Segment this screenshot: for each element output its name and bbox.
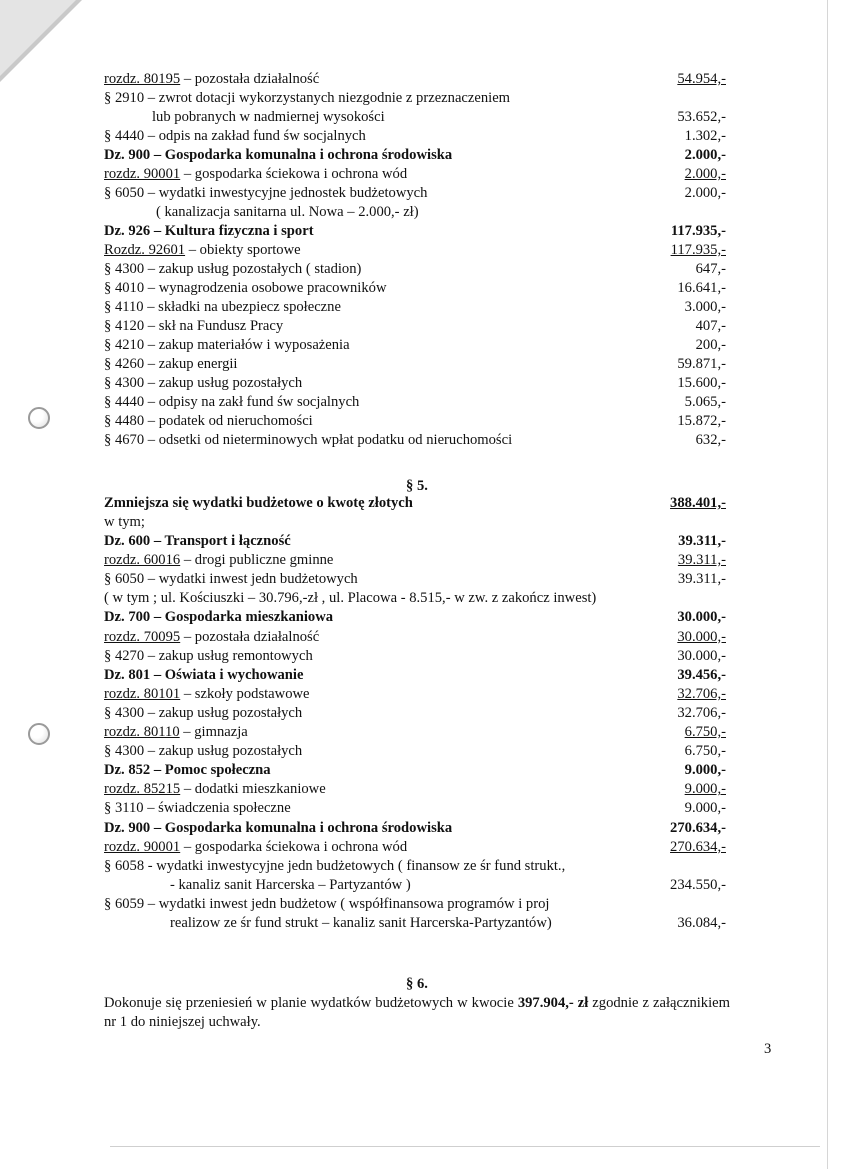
paragraph-row bbox=[104, 857, 726, 876]
division-row bbox=[104, 819, 726, 838]
row-text: – drogi publiczne gminne bbox=[180, 552, 334, 569]
chapter-row bbox=[104, 70, 726, 89]
division-row bbox=[104, 666, 726, 685]
row-amount: 234.550,- bbox=[670, 876, 726, 893]
row-amount: 15.600,- bbox=[677, 375, 726, 391]
row-amount: 5.065,- bbox=[684, 394, 726, 410]
row-text: § 4270 – zakup usług remontowych bbox=[104, 647, 313, 664]
folded-corner-shade bbox=[0, 0, 76, 76]
row-label bbox=[104, 241, 301, 260]
row-text: realizow ze śr fund strukt – kanaliz sanit Harcerska-Partyzantów) bbox=[170, 915, 552, 931]
row-label bbox=[104, 431, 512, 450]
row-amount: 39.311,- bbox=[677, 552, 726, 569]
row-amount: 32.706,- bbox=[677, 704, 726, 721]
row-label bbox=[104, 761, 271, 780]
paragraph-row bbox=[104, 279, 726, 298]
row-label bbox=[104, 628, 319, 647]
row-text: – pozostała działalność bbox=[180, 71, 320, 87]
section-5-total-row bbox=[104, 494, 726, 513]
row-text: § 4260 – zakup energii bbox=[104, 356, 238, 372]
chapter-code: rozdz. 80101 bbox=[104, 685, 181, 702]
division-row bbox=[104, 146, 726, 165]
row-text: – pozostała działalność bbox=[180, 628, 320, 645]
paragraph-row bbox=[104, 374, 726, 393]
page-right-edge bbox=[827, 0, 828, 1169]
section-6-amount: 397.904,- zł bbox=[517, 995, 589, 1011]
row-amount: 632,- bbox=[695, 432, 726, 448]
row-text: § 6050 – wydatki inwest jedn budżetowych bbox=[104, 571, 358, 588]
row-label bbox=[104, 298, 341, 317]
paragraph-row bbox=[104, 412, 726, 431]
row-text: ( kanalizacja sanitarna ul. Nowa – 2.000,- zł) bbox=[156, 204, 419, 220]
division-row bbox=[104, 532, 726, 551]
row-text: Dz. 900 – Gospodarka komunalna i ochrona środowiska bbox=[104, 819, 453, 836]
row-text: Dz. 852 – Pomoc społeczna bbox=[104, 762, 271, 779]
paragraph-row bbox=[104, 570, 726, 589]
row-label bbox=[104, 146, 452, 165]
paragraph-row bbox=[104, 298, 726, 317]
row-label bbox=[104, 742, 302, 761]
chapter-row bbox=[104, 838, 726, 857]
row-label bbox=[104, 222, 314, 241]
row-text: Dz. 801 – Oświata i wychowanie bbox=[104, 666, 304, 683]
section-5-wtym: w tym; bbox=[104, 514, 145, 530]
paragraph-row bbox=[104, 260, 726, 279]
row-amount: 200,- bbox=[695, 337, 726, 353]
row-label bbox=[104, 895, 549, 914]
page-number: 3 bbox=[764, 1041, 772, 1057]
row-amount: 6.750,- bbox=[684, 724, 726, 740]
row-amount: 9.000,- bbox=[684, 781, 726, 798]
row-text: – gimnazja bbox=[179, 724, 248, 740]
row-label bbox=[104, 70, 319, 89]
row-amount: 30.000,- bbox=[677, 628, 726, 645]
row-text: § 4120 – skł na Fundusz Pracy bbox=[104, 318, 284, 334]
paragraph-row bbox=[104, 184, 726, 203]
row-text: § 4210 – zakup materiałów i wyposażenia bbox=[104, 337, 350, 353]
row-amount: 39.311,- bbox=[678, 533, 726, 549]
row-text: § 4010 – wynagrodzenia osobowe pracowników bbox=[104, 280, 387, 296]
row-text: – dodatki mieszkaniowe bbox=[180, 781, 326, 798]
row-label bbox=[104, 165, 407, 184]
paragraph-row bbox=[104, 704, 726, 723]
row-label bbox=[104, 127, 366, 146]
row-amount: 117.935,- bbox=[670, 242, 726, 258]
row-amount: 39.311,- bbox=[677, 571, 726, 588]
row-text: Dz. 700 – Gospodarka mieszkaniowa bbox=[104, 609, 334, 626]
row-amount: 117.935,- bbox=[670, 223, 726, 239]
row-label bbox=[104, 374, 302, 393]
row-label bbox=[104, 393, 359, 412]
row-text: § 4480 – podatek od nieruchomości bbox=[104, 413, 313, 429]
chapter-row bbox=[104, 241, 726, 260]
row-text: § 4110 – składki na ubezpiecz społeczne bbox=[104, 299, 341, 315]
chapter-code: rozdz. 85215 bbox=[104, 781, 181, 798]
row-label bbox=[170, 914, 552, 933]
row-label bbox=[104, 336, 350, 355]
paragraph-row bbox=[104, 317, 726, 336]
paragraph-row bbox=[104, 336, 726, 355]
row-label bbox=[104, 589, 596, 608]
chapter-code: Rozdz. 92601 bbox=[104, 242, 186, 258]
row-amount: 15.872,- bbox=[677, 413, 726, 429]
row-amount: 1.302,- bbox=[684, 128, 726, 144]
row-text: § 4440 – odpisy na zakł fund św socjalnych bbox=[104, 394, 360, 410]
row-amount: 647,- bbox=[695, 261, 726, 277]
row-text: – gospodarka ściekowa i ochrona wód bbox=[180, 838, 408, 855]
section-6-heading: § 6. bbox=[406, 976, 428, 992]
row-amount: 270.634,- bbox=[670, 819, 726, 836]
row-label bbox=[152, 108, 385, 127]
row-text: – szkoły podstawowe bbox=[180, 685, 310, 702]
row-text: Dz. 600 – Transport i łączność bbox=[104, 533, 291, 549]
paragraph-row bbox=[104, 914, 726, 933]
row-label bbox=[170, 876, 411, 895]
row-amount: 59.871,- bbox=[677, 356, 726, 372]
row-text: § 6058 - wydatki inwestycyjne jedn budżetowych ( finansow ze śr fund strukt., bbox=[104, 857, 566, 874]
division-row bbox=[104, 608, 726, 627]
row-amount: 270.634,- bbox=[670, 838, 726, 855]
chapter-row bbox=[104, 685, 726, 704]
row-text: § 4440 – odpis na zakład fund św socjalnych bbox=[104, 128, 366, 144]
row-text: – gospodarka ściekowa i ochrona wód bbox=[180, 166, 408, 182]
paragraph-row bbox=[104, 799, 726, 818]
row-label bbox=[104, 799, 291, 818]
row-text: Dz. 926 – Kultura fizyczna i sport bbox=[104, 223, 314, 239]
row-text: - kanaliz sanit Harcerska – Partyzantów ) bbox=[170, 876, 411, 893]
row-label bbox=[104, 780, 326, 799]
row-amount: 2.000,- bbox=[684, 166, 726, 182]
section-5-wtym-row bbox=[104, 513, 726, 532]
chapter-code: rozdz. 60016 bbox=[104, 552, 181, 569]
row-amount: 16.641,- bbox=[677, 280, 726, 296]
row-label bbox=[104, 532, 291, 551]
row-text: Dz. 900 – Gospodarka komunalna i ochrona środowiska bbox=[104, 147, 453, 163]
row-amount: 407,- bbox=[695, 318, 726, 334]
chapter-code: rozdz. 90001 bbox=[104, 166, 181, 182]
row-label bbox=[104, 184, 427, 203]
chapter-row bbox=[104, 628, 726, 647]
row-label bbox=[156, 203, 419, 222]
paragraph-row bbox=[104, 876, 726, 895]
chapter-row bbox=[104, 780, 726, 799]
section-5-heading: § 5. bbox=[406, 478, 428, 494]
paragraph-row bbox=[104, 742, 726, 761]
row-amount: 39.456,- bbox=[677, 666, 726, 683]
paragraph-row bbox=[104, 89, 726, 108]
division-row bbox=[104, 761, 726, 780]
chapter-row bbox=[104, 551, 726, 570]
row-label bbox=[104, 838, 407, 857]
chapter-row bbox=[104, 165, 726, 184]
row-label bbox=[104, 608, 333, 627]
row-amount: 9.000,- bbox=[684, 762, 726, 779]
row-text: § 2910 – zwrot dotacji wykorzystanych niezgodnie z przeznaczeniem bbox=[104, 90, 511, 106]
paragraph-row bbox=[104, 431, 726, 450]
paragraph-row bbox=[104, 393, 726, 412]
row-label bbox=[104, 819, 452, 838]
row-label bbox=[104, 412, 313, 431]
division-row bbox=[104, 222, 726, 241]
row-text: § 4300 – zakup usług pozostałych ( stadion) bbox=[104, 261, 362, 277]
row-text: ( w tym ; ul. Kościuszki – 30.796,-zł , ul. Placowa - 8.515,- w zw. z zakończ inwest) bbox=[104, 590, 597, 607]
row-label bbox=[104, 279, 386, 298]
row-text: § 4670 – odsetki od nieterminowych wpłat podatku od nieruchomości bbox=[104, 432, 513, 448]
punch-hole-lower bbox=[28, 723, 50, 745]
row-text: – obiekty sportowe bbox=[185, 242, 301, 258]
chapter-code: rozdz. 70095 bbox=[104, 628, 181, 645]
paragraph-row bbox=[104, 589, 726, 608]
chapter-row bbox=[104, 723, 726, 742]
row-label bbox=[104, 666, 303, 685]
paragraph-row bbox=[104, 108, 726, 127]
row-label bbox=[104, 260, 361, 279]
row-text: § 4300 – zakup usług pozostałych bbox=[104, 743, 303, 760]
row-label bbox=[104, 857, 565, 876]
row-label bbox=[104, 704, 302, 723]
row-label bbox=[104, 723, 248, 742]
page-bottom-edge bbox=[110, 1146, 820, 1147]
paragraph-row bbox=[104, 355, 726, 374]
row-amount: 53.652,- bbox=[677, 109, 726, 125]
paragraph-row bbox=[104, 127, 726, 146]
row-amount: 2.000,- bbox=[684, 147, 726, 163]
row-amount: 30.000,- bbox=[677, 647, 726, 664]
chapter-code: rozdz. 90001 bbox=[104, 838, 181, 855]
punch-hole-upper bbox=[28, 407, 50, 429]
row-amount: 54.954,- bbox=[677, 71, 726, 87]
row-label bbox=[104, 551, 333, 570]
row-amount: 32.706,- bbox=[677, 685, 726, 702]
section-6-text-before: Dokonuje się przeniesień w planie wydatków budżetowych w kwocie bbox=[104, 995, 518, 1011]
section-6-paragraph bbox=[104, 994, 730, 1032]
row-amount: 9.000,- bbox=[684, 800, 726, 817]
section-5-total: 388.401,- bbox=[670, 495, 726, 511]
paragraph-row bbox=[104, 895, 726, 914]
row-text: § 4300 – zakup usług pozostałych bbox=[104, 375, 303, 391]
row-text: § 6059 – wydatki inwest jedn budżetow ( współfinansowa programów i proj bbox=[104, 895, 550, 912]
row-amount: 30.000,- bbox=[677, 609, 726, 626]
row-label bbox=[104, 570, 358, 589]
row-label bbox=[104, 685, 310, 704]
paragraph-row bbox=[104, 203, 726, 222]
row-amount: 2.000,- bbox=[684, 185, 726, 201]
row-text: lub pobranych w nadmiernej wysokości bbox=[152, 109, 385, 125]
chapter-code: rozdz. 80195 bbox=[104, 71, 181, 87]
section-5-title: Zmniejsza się wydatki budżetowe o kwotę złotych bbox=[104, 495, 413, 511]
row-label bbox=[104, 647, 313, 666]
row-amount: 6.750,- bbox=[684, 743, 726, 760]
row-amount: 3.000,- bbox=[684, 299, 726, 315]
row-label bbox=[104, 317, 283, 336]
chapter-code: rozdz. 80110 bbox=[104, 724, 180, 740]
row-label bbox=[104, 355, 237, 374]
section-6-text-after: zgodnie z załącznikiem nr 1 do niniejszej uchwały. bbox=[104, 995, 730, 1030]
row-amount: 36.084,- bbox=[677, 915, 726, 931]
paragraph-row bbox=[104, 647, 726, 666]
row-text: § 3110 – świadczenia społeczne bbox=[104, 800, 291, 817]
row-text: § 6050 – wydatki inwestycyjne jednostek budżetowych bbox=[104, 185, 428, 201]
row-text: § 4300 – zakup usług pozostałych bbox=[104, 704, 303, 721]
row-label bbox=[104, 89, 510, 108]
